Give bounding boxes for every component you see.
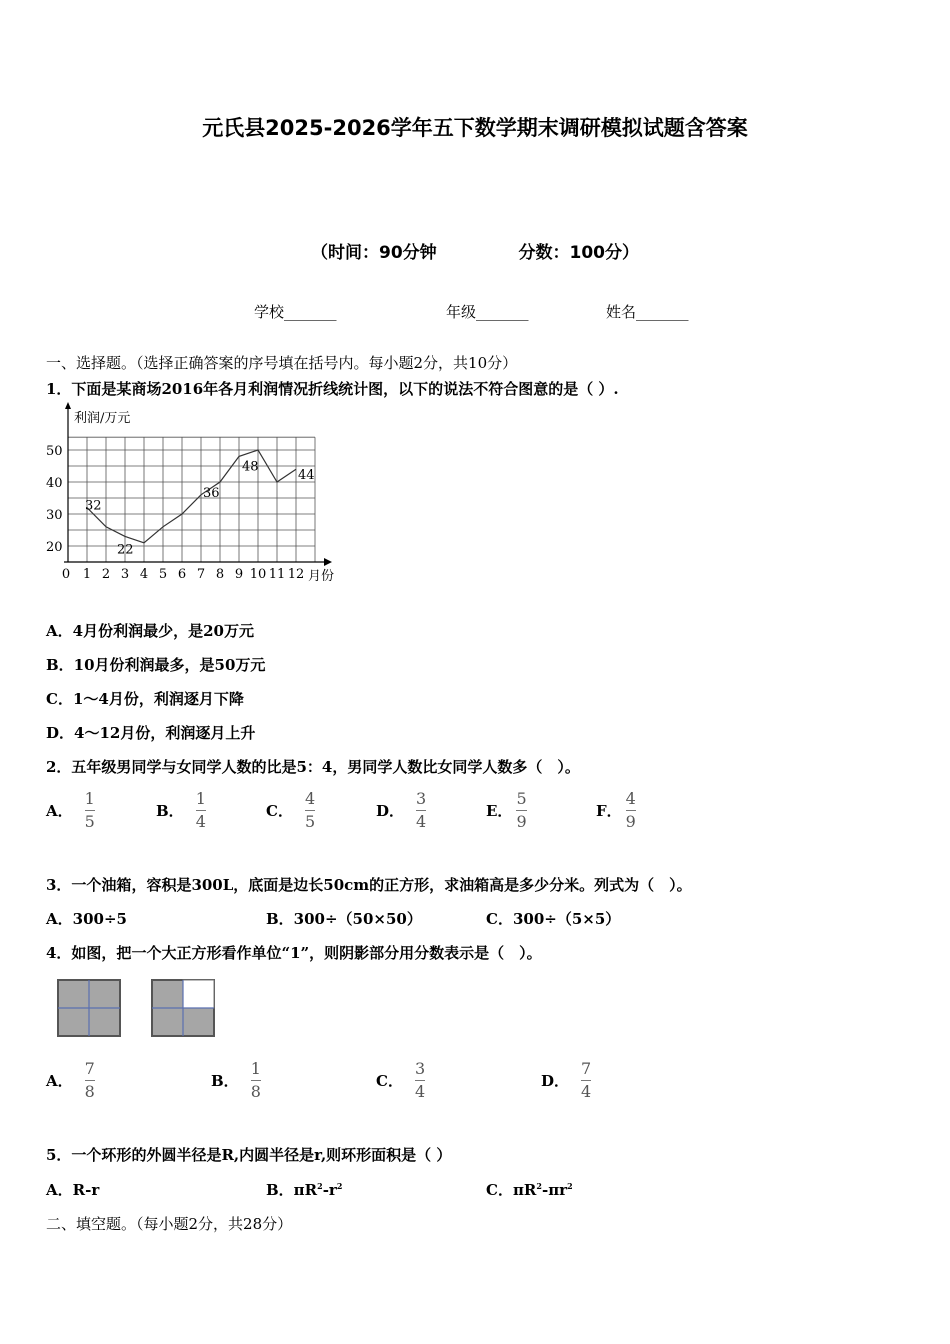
- x-tick-label: 8: [215, 567, 225, 582]
- q5-c-text2: -πr: [541, 1181, 568, 1199]
- q1-option-a[interactable]: A．4月份利润最少，是20万元: [46, 622, 254, 640]
- q5-option-b[interactable]: [266, 1179, 342, 1200]
- q5-c-text1: C．πR: [486, 1181, 537, 1199]
- question-5: 5．一个环形的外圆半径是R,内圆半径是r,则环形面积是（ ）: [46, 1146, 452, 1164]
- data-label: 32: [85, 498, 102, 514]
- q2-f-num: 4: [625, 789, 636, 808]
- q2-option-e-label: E．: [486, 802, 513, 820]
- q4-option-b[interactable]: [211, 1058, 261, 1103]
- q4-c-num: 3: [414, 1059, 426, 1078]
- q2-e-den: 9: [516, 812, 527, 831]
- q2-option-f-label: F．: [596, 802, 622, 820]
- q2-c-den: 5: [304, 812, 316, 831]
- q2-b-num: 1: [195, 789, 206, 808]
- q2-option-a-label: A．: [46, 802, 73, 820]
- q5-option-c[interactable]: [486, 1179, 573, 1200]
- q2-option-c[interactable]: [266, 788, 315, 833]
- x-tick-label: 4: [139, 567, 149, 582]
- y-tick-labels: [46, 444, 63, 555]
- q2-option-b[interactable]: [156, 788, 206, 833]
- y-tick-label: 30: [46, 508, 63, 523]
- x-tick-label: 10: [249, 567, 267, 582]
- q4-option-d[interactable]: [541, 1058, 591, 1103]
- q5-b-text2: -r: [322, 1181, 337, 1199]
- data-label: 44: [298, 468, 315, 484]
- exam-time: （时间：90分钟: [310, 243, 437, 263]
- data-labels: [85, 459, 315, 557]
- q2-d-num: 3: [416, 789, 427, 808]
- q4-option-a[interactable]: [46, 1058, 95, 1103]
- q5-b-text1: B．πR: [266, 1181, 318, 1199]
- unshaded-quarter: [183, 980, 214, 1008]
- data-label: 48: [242, 459, 259, 475]
- x-tick-label: 0: [61, 567, 71, 582]
- data-label: 36: [203, 485, 220, 501]
- q2-c-num: 4: [304, 789, 316, 808]
- q2-d-den: 4: [416, 812, 427, 831]
- y-axis-title: 利润/万元: [74, 411, 131, 426]
- q5-b-sup1: 2: [317, 1181, 323, 1191]
- profit-series-line: [87, 450, 296, 543]
- q3-option-b[interactable]: B．300÷（50×50）: [266, 910, 422, 928]
- y-tick-label: 20: [46, 540, 63, 555]
- q4-d-num: 7: [581, 1059, 592, 1078]
- y-tick-label: 40: [46, 476, 63, 491]
- q2-e-num: 5: [516, 789, 527, 808]
- q4-option-c-label: C．: [376, 1072, 403, 1090]
- q2-b-den: 4: [195, 812, 206, 831]
- q3-option-a[interactable]: A．300÷5: [46, 910, 127, 928]
- x-tick-labels: [62, 567, 304, 582]
- q2-a-num: 1: [84, 789, 95, 808]
- data-label: 22: [117, 542, 134, 558]
- q2-a-den: 5: [84, 812, 95, 831]
- x-tick-label: 3: [120, 567, 130, 582]
- chart-grid: [68, 437, 315, 562]
- x-tick-label: 5: [158, 567, 168, 582]
- q5-c-sup2: 2: [567, 1181, 573, 1191]
- q2-option-e[interactable]: [486, 788, 527, 833]
- exam-info: [0, 238, 950, 263]
- q2-option-c-label: C．: [266, 802, 293, 820]
- x-tick-label: 12: [287, 567, 305, 582]
- x-tick-label: 11: [268, 567, 286, 582]
- section2-heading: 二、填空题。（每小题2分，共28分）: [46, 1215, 293, 1233]
- question-3: 3．一个油箱，容积是300L，底面是边长50cm的正方形，求油箱高是多少分米。列式为（ ）。: [46, 876, 692, 894]
- name-field: 姓名_______: [606, 303, 689, 321]
- x-axis-title: 月份: [308, 569, 335, 584]
- exam-score: 分数：100分）: [518, 243, 639, 263]
- q5-c-sup1: 2: [536, 1181, 542, 1191]
- q2-option-a[interactable]: [46, 788, 95, 833]
- q5-b-sup2: 2: [336, 1181, 343, 1191]
- x-tick-label: 2: [101, 567, 111, 582]
- q5-option-a[interactable]: A．R-r: [46, 1181, 100, 1199]
- question-1: 1．下面是某商场2016年各月利润情况折线统计图，以下的说法不符合图意的是（ ）.: [46, 380, 619, 398]
- q4-c-den: 4: [414, 1082, 426, 1101]
- q2-option-d-label: D．: [376, 802, 405, 820]
- q4-d-den: 4: [581, 1082, 592, 1101]
- x-tick-label: 1: [82, 567, 92, 582]
- q2-option-d[interactable]: [376, 788, 426, 833]
- full-square-figure: [56, 978, 122, 1040]
- q2-f-den: 9: [625, 812, 636, 831]
- q1-option-c[interactable]: C．1～4月份，利润逐月下降: [46, 690, 244, 708]
- page-title: 元氏县2025-2026学年五下数学期末调研模拟试题含答案: [202, 116, 748, 140]
- partial-square-figure: [150, 978, 216, 1040]
- grade-field: 年级_______: [446, 303, 529, 321]
- x-tick-label: 7: [196, 567, 206, 582]
- q4-option-d-label: D．: [541, 1072, 570, 1090]
- q2-option-b-label: B．: [156, 802, 184, 820]
- q4-a-den: 8: [84, 1082, 95, 1101]
- q4-a-num: 7: [84, 1059, 95, 1078]
- section1-heading: 一、选择题。（选择正确答案的序号填在括号内。每小题2分，共10分）: [46, 354, 518, 372]
- q4-option-c[interactable]: [376, 1058, 425, 1103]
- x-axis-arrow: [324, 558, 332, 566]
- x-tick-label: 6: [177, 567, 187, 582]
- profit-line-chart: [44, 402, 354, 588]
- x-tick-label: 9: [234, 567, 244, 582]
- school-field: 学校_______: [254, 303, 337, 321]
- y-tick-label: 50: [46, 444, 63, 459]
- q4-option-b-label: B．: [211, 1072, 239, 1090]
- q3-option-c[interactable]: C．300÷（5×5）: [486, 910, 621, 928]
- q1-option-b[interactable]: B．10月份利润最多，是50万元: [46, 656, 266, 674]
- q4-option-a-label: A．: [46, 1072, 73, 1090]
- q4-b-den: 8: [250, 1082, 261, 1101]
- q2-option-f[interactable]: [596, 788, 636, 833]
- q4-b-num: 1: [250, 1059, 261, 1078]
- question-2: 2．五年级男同学与女同学人数的比是5：4，男同学人数比女同学人数多（ ）。: [46, 758, 580, 776]
- question-4: 4．如图，把一个大正方形看作单位“1”，则阴影部分用分数表示是（ ）。: [46, 944, 542, 962]
- q1-option-d[interactable]: D．4～12月份，利润逐月上升: [46, 724, 256, 742]
